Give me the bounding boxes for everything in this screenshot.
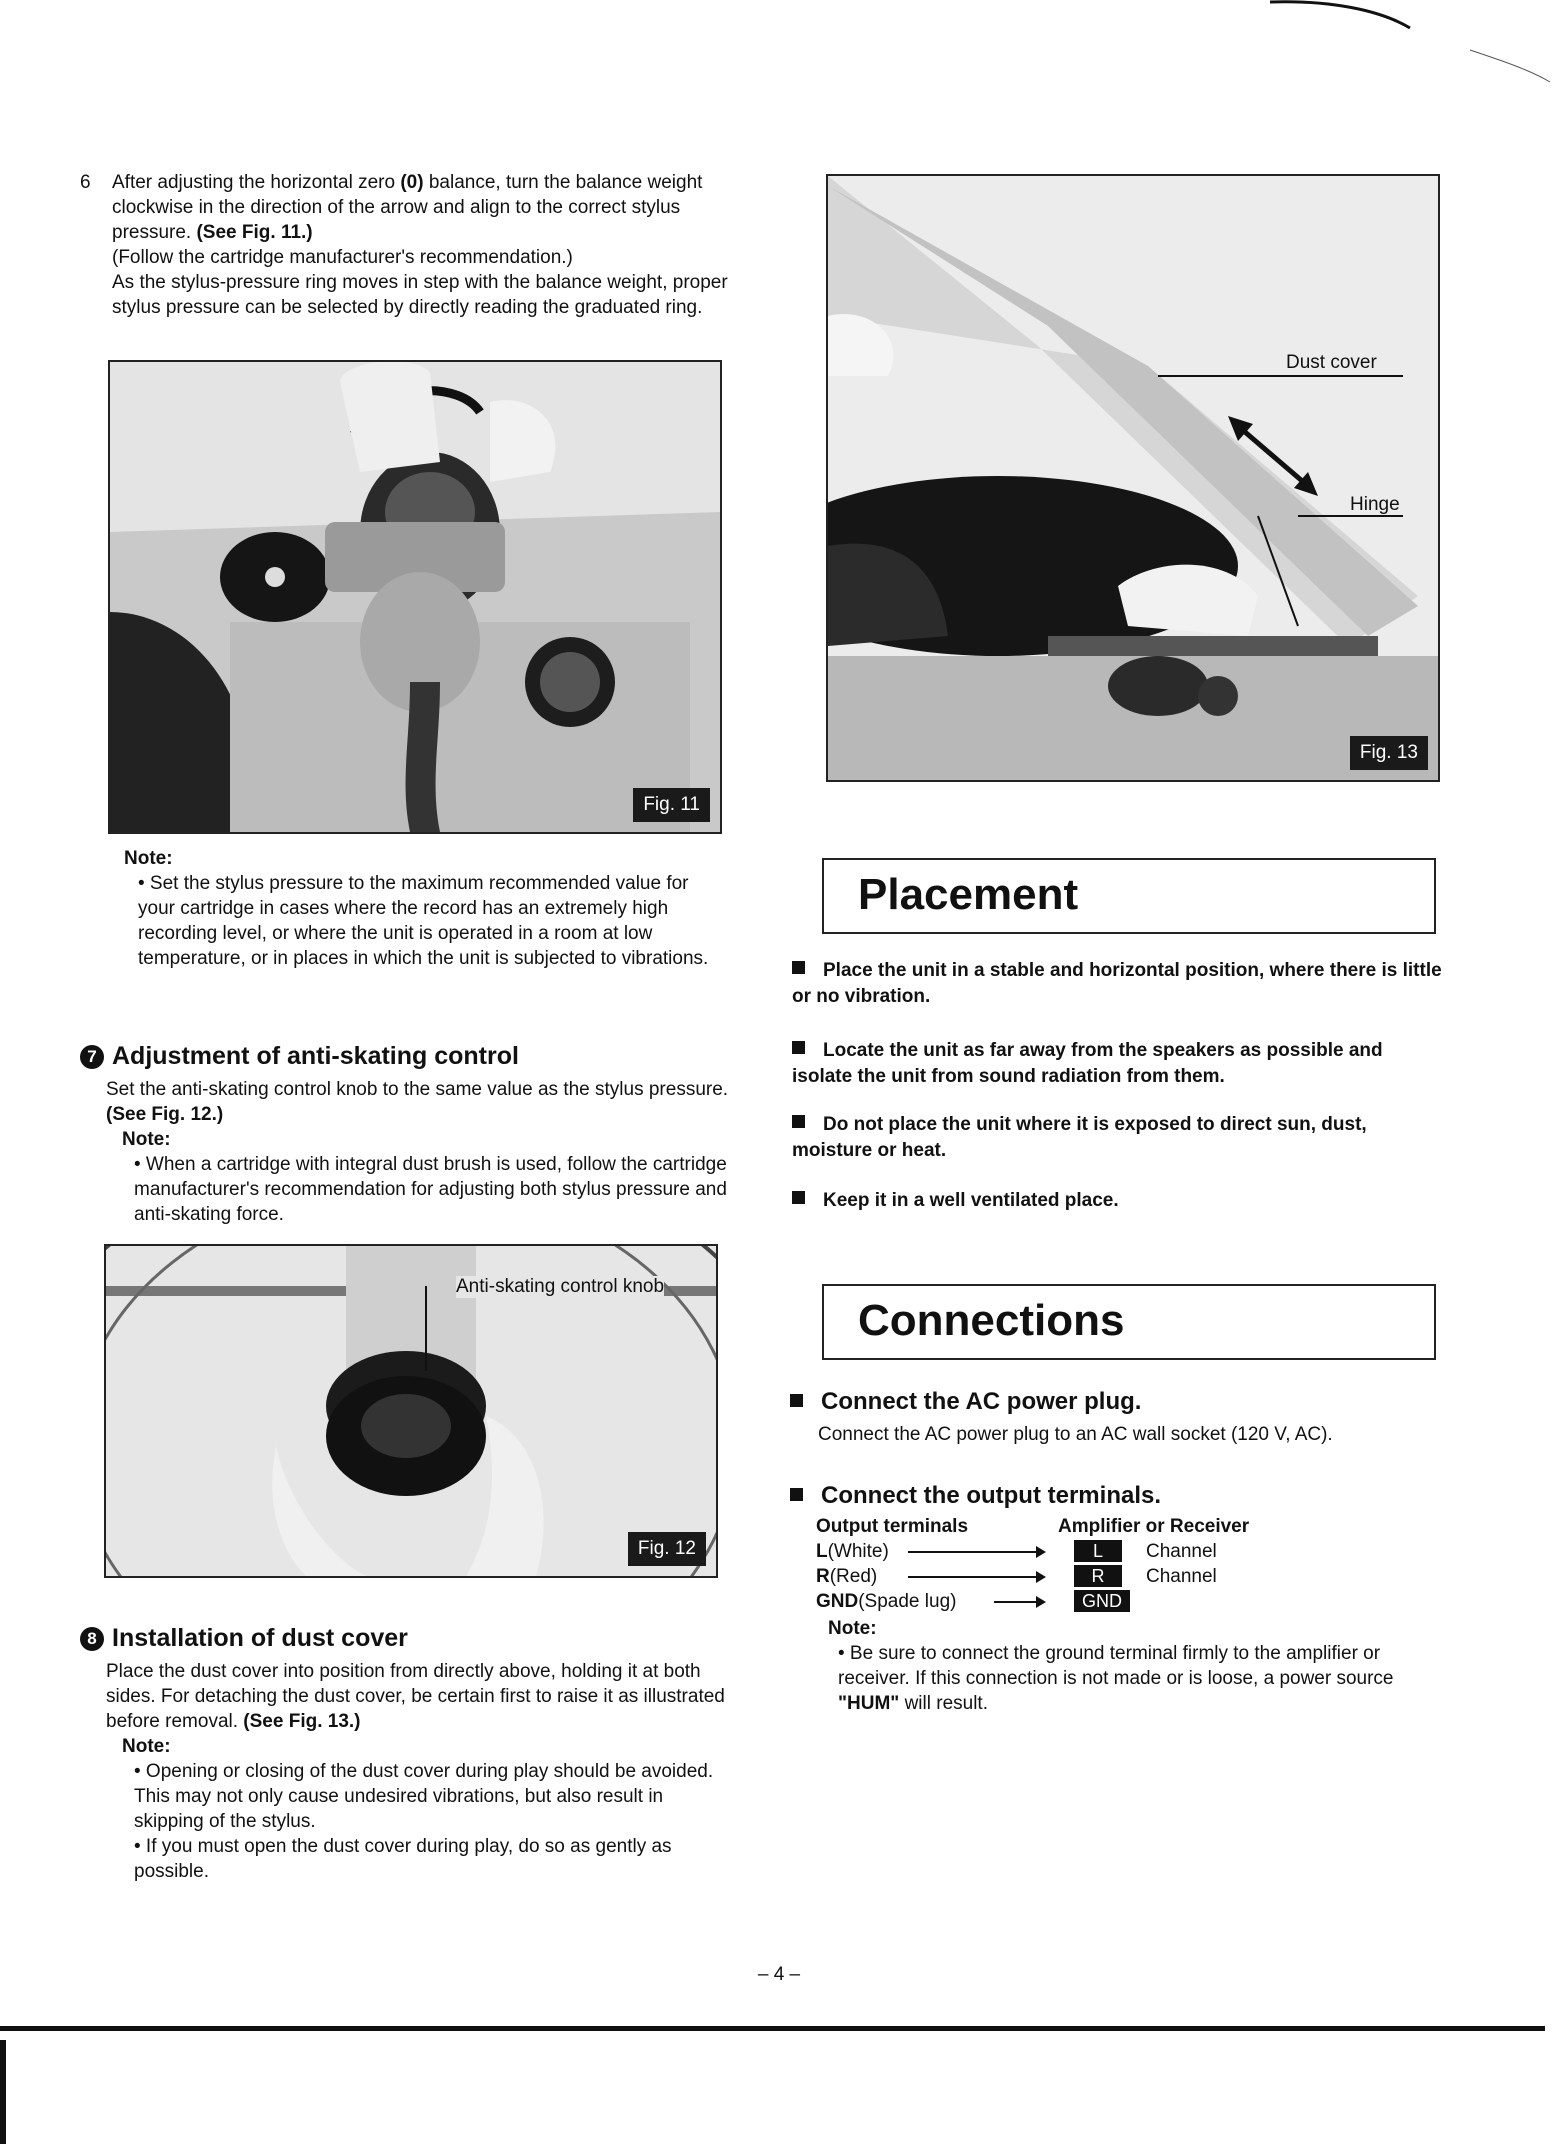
- bullet-icon: [792, 1041, 805, 1054]
- channel-badge: R: [1074, 1565, 1122, 1587]
- placement-title: Placement: [858, 870, 1079, 919]
- figure-13: [826, 174, 1440, 782]
- ac-text: Connect the AC power plug to an AC wall socket (120 V, AC).: [818, 1424, 1333, 1445]
- page-number: – 4 –: [757, 1964, 801, 1985]
- corner-scan-mark: [1270, 0, 1558, 90]
- section-text: Place the dust cover into position from directly above, holding it at both sides. For detaching the dust cover, be certain first to raise it as illustrated before removal. (See Fig. 13.): [106, 1661, 725, 1732]
- note-text: • If you must open the dust cover during play, do so as gently as possible.: [134, 1836, 672, 1882]
- bullet-icon: [792, 1191, 805, 1204]
- figure-12: [104, 1244, 718, 1578]
- figure-label: Fig. 11: [633, 788, 710, 822]
- terminal-row-l: L(White) L Channel: [816, 1541, 1217, 1562]
- output-terminals-section: [790, 1482, 1450, 1716]
- terminal-row-gnd: GND(Spade lug) GND: [816, 1589, 1336, 1614]
- note-text: • Set the stylus pressure to the maximum recommended value for your cartridge in cases where the record has an extremely high recording level, or where the unit is operated in a room at low temperature, or in places in which the unit is subjected to vibrations.: [138, 873, 709, 969]
- note-title: Note:: [828, 1618, 877, 1639]
- output-title: Connect the output terminals.: [790, 1482, 1450, 1510]
- figure-11: [108, 360, 722, 834]
- terminal-row-r: R(Red) R Channel: [816, 1566, 1217, 1587]
- section-heading: 8 Installation of dust cover: [80, 1624, 730, 1653]
- section-text: Set the anti-skating control knob to the same value as the stylus pressure. (See Fig. 12.): [106, 1079, 729, 1125]
- note-stylus-pressure: [124, 846, 724, 971]
- arrow-icon: [908, 1551, 1044, 1553]
- placement-item: Keep it in a well ventilated place.: [792, 1188, 1442, 1214]
- step-number: 6: [80, 172, 91, 193]
- dust-cover-illustration: [828, 176, 1438, 780]
- note-title: Note:: [122, 1736, 171, 1757]
- bullet-icon: [792, 1115, 805, 1128]
- bullet-icon: [790, 1488, 803, 1501]
- bullet-icon: [790, 1394, 803, 1407]
- col-output: Output terminals: [816, 1516, 969, 1537]
- balance-weight-illustration: [110, 362, 720, 832]
- hinge-callout: Hinge: [1350, 494, 1400, 515]
- note-title: Note:: [124, 848, 173, 869]
- figure-label: Fig. 13: [1350, 736, 1428, 770]
- section-heading: 7 Adjustment of anti-skating control: [80, 1042, 730, 1071]
- bottom-rule: [0, 2026, 1545, 2031]
- channel-badge: GND: [1074, 1590, 1130, 1612]
- step-6-text: After adjusting the horizontal zero (0) balance, turn the balance weight clockwise in the direction of the arrow and align to the correct stylus pressure. (See Fig. 11.): [112, 172, 703, 243]
- step-6-follow: (Follow the cartridge manufacturer's recommendation.): [112, 247, 573, 268]
- arrow-icon: [908, 1576, 1044, 1578]
- ac-power-section: [790, 1388, 1450, 1447]
- section-number-icon: 8: [80, 1627, 104, 1651]
- note-text: • When a cartridge with integral dust brush is used, follow the cartridge manufacturer's recommendation for adjusting both stylus pressure and anti-skating force.: [134, 1154, 727, 1225]
- placement-item: Locate the unit as far away from the speakers as possible and isolate the unit from sound radiation from them.: [792, 1040, 1383, 1087]
- placement-heading-box: [822, 858, 1436, 934]
- connections-heading-box: [822, 1284, 1436, 1360]
- placement-item: Do not place the unit where it is exposed to direct sun, dust, moisture or heat.: [792, 1114, 1367, 1161]
- section-number-icon: 7: [80, 1045, 104, 1069]
- step-6-ring: As the stylus-pressure ring moves in step with the balance weight, proper stylus pressure can be selected by directly reading the graduated ring.: [112, 272, 728, 318]
- left-edge-mark: [0, 2040, 6, 2144]
- note-text: • Opening or closing of the dust cover during play should be avoided. This may not only cause undesired vibrations, but also result in skipping of the stylus.: [134, 1761, 714, 1832]
- placement-item: Place the unit in a stable and horizontal position, where there is little or no vibration.: [792, 960, 1442, 1007]
- section-dust-cover: [80, 1624, 730, 1884]
- terminal-table: [816, 1514, 1450, 1614]
- bullet-icon: [792, 961, 805, 974]
- note-title: Note:: [122, 1129, 171, 1150]
- arrow-icon: [994, 1601, 1044, 1603]
- figure-label: Fig. 12: [628, 1532, 706, 1566]
- section-anti-skating: [80, 1042, 730, 1227]
- dust-cover-callout: Dust cover: [1286, 352, 1377, 373]
- ac-title: Connect the AC power plug.: [790, 1388, 1450, 1416]
- step-6: [80, 170, 730, 320]
- connections-title: Connections: [858, 1296, 1125, 1345]
- anti-skating-callout: Anti-skating control knob: [456, 1276, 665, 1297]
- channel-badge: L: [1074, 1540, 1122, 1562]
- col-amplifier: Amplifier or Receiver: [1058, 1516, 1250, 1537]
- note-text: • Be sure to connect the ground terminal firmly to the amplifier or receiver. If this connection is not made or is loose, a power source "HUM" will result.: [838, 1643, 1394, 1714]
